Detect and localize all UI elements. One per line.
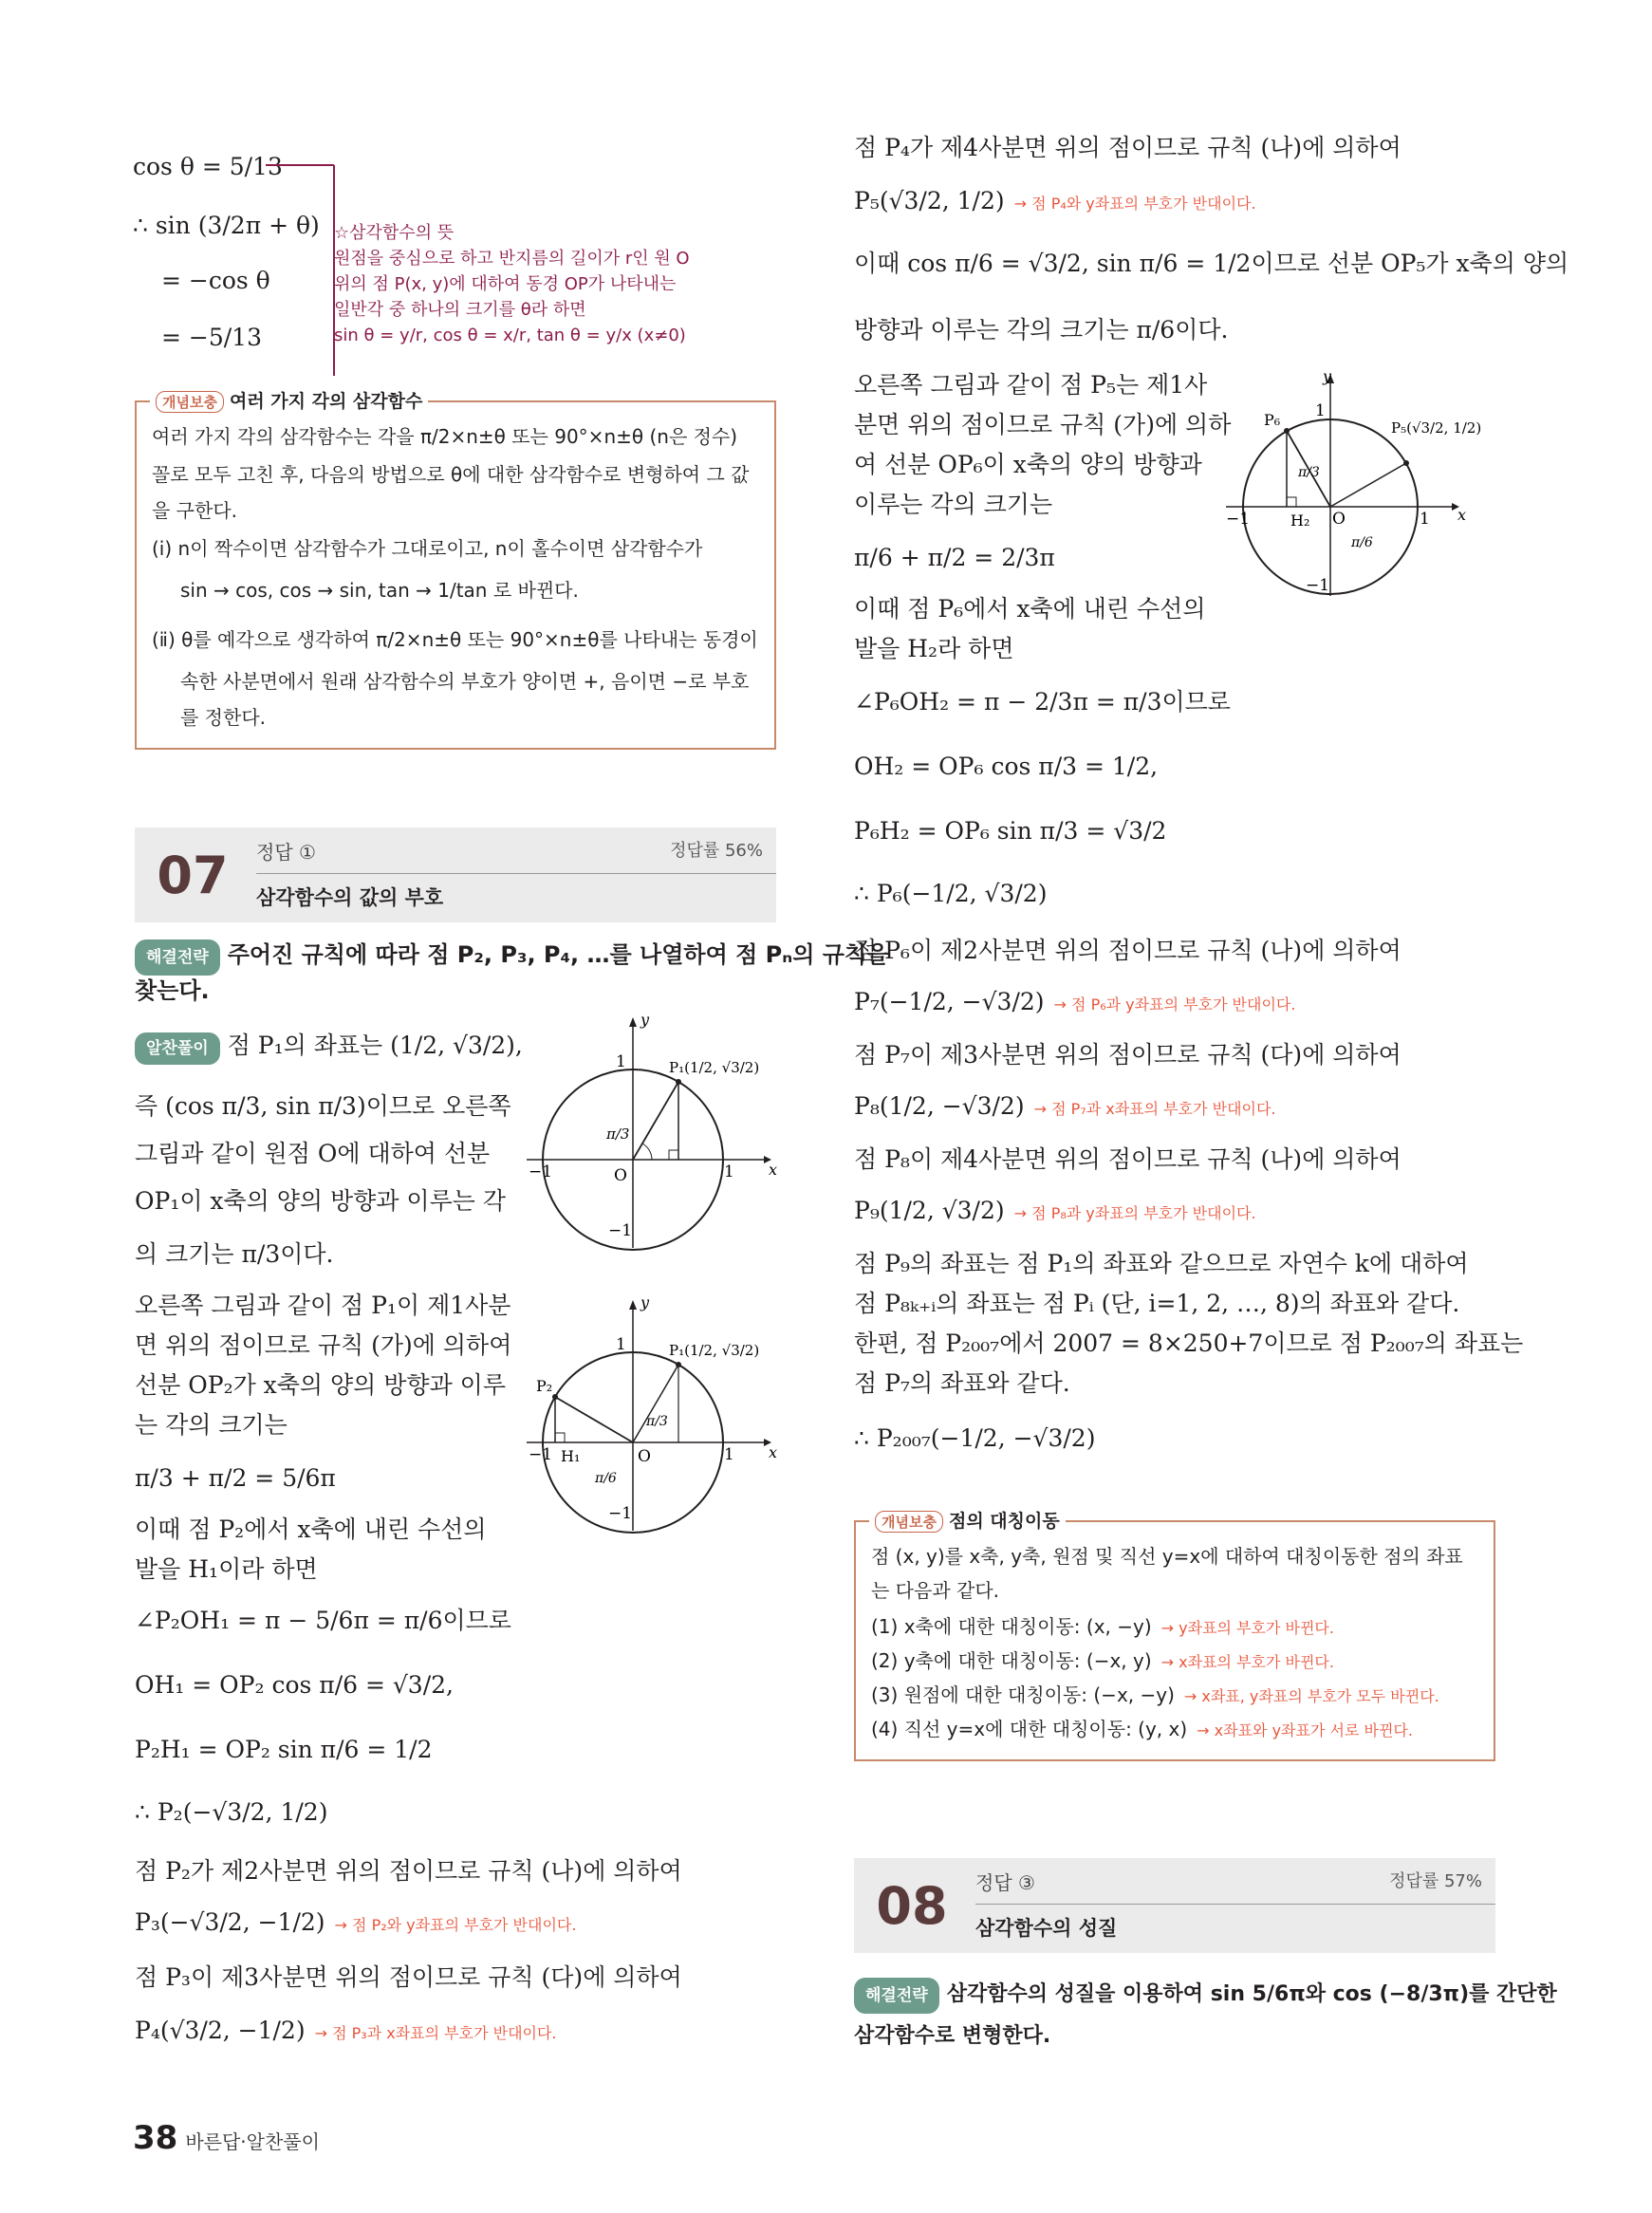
- concept-line: 는 다음과 같다.: [871, 1579, 999, 1602]
- p7-note: → 점 P₆과 y좌표의 부호가 반대이다.: [1053, 995, 1296, 1014]
- section-title: 삼각함수의 값의 부호: [256, 886, 444, 909]
- sol-line: 점 P₂가 제2사분면 위의 점이므로 규칙 (나)에 의하여: [135, 1857, 682, 1885]
- origin-label: O: [1332, 510, 1346, 529]
- sol-line: 한편, 점 P₂₀₀₇에서 2007 = 8×250+7이므로 점 P₂₀₀₇의 좌표는: [854, 1330, 1524, 1357]
- tick-label: 1: [1420, 510, 1430, 529]
- tick-label: 1: [616, 1052, 626, 1071]
- concept-line: (ⅰ) n이 짝수이면 삼각함수가 그대로이고, n이 홀수이면 삼각함수가: [152, 537, 703, 560]
- p7-rule: 점 P₇이 제3사분면 위의 점이므로 규칙 (다)에 의하여: [854, 1041, 1401, 1069]
- concept-line: [871, 1716, 1413, 1744]
- p8-line: [854, 1091, 1276, 1125]
- rule-note: → x좌표, y좌표의 부호가 모두 바뀐다.: [1183, 1687, 1439, 1705]
- angle-label: π/6: [595, 1471, 617, 1486]
- handnote-line: 원점을 중심으로 하고 반지름의 길이가 r인 원 O: [334, 249, 690, 269]
- axis-y-label: y: [640, 1015, 650, 1029]
- sol-line: π/6 + π/2 = 2/3π: [854, 544, 1055, 571]
- intro-step1: = −cos θ: [161, 267, 270, 294]
- section-number: 08: [876, 1875, 948, 1936]
- section-number: 07: [157, 845, 229, 905]
- concept-title: 점의 대칭이동: [948, 1511, 1060, 1532]
- tick-label: −1: [1306, 576, 1330, 595]
- concept-tag: 개념보충: [875, 1511, 943, 1533]
- rule-text: (4) 직선 y=x에 대한 대칭이동: (y, x): [871, 1718, 1188, 1740]
- tick-label: −1: [608, 1504, 633, 1523]
- tick-label: −1: [608, 1221, 633, 1240]
- sol-line: ∴ P₂(−√3/2, 1/2): [135, 1798, 328, 1826]
- handnote-line: sin θ = y/r, cos θ = x/r, tan θ = y/x (x≠0): [334, 325, 686, 345]
- concept-line: [871, 1613, 1334, 1642]
- handnote-line: 위의 점 P(x, y)에 대하여 동경 OP가 나타내는: [334, 274, 677, 294]
- concept-line: 을 구한다.: [152, 499, 237, 522]
- sol-line: 점 P₉의 좌표는 점 P₁의 좌표와 같으므로 자연수 k에 대하여: [854, 1250, 1469, 1277]
- sol-line: 의 크기는 π/3이다.: [135, 1240, 334, 1268]
- point-label: P₂: [536, 1377, 553, 1395]
- p5-note: → 점 P₄와 y좌표의 부호가 반대이다.: [1013, 195, 1256, 213]
- concept-line: sin → cos, cos → sin, tan → 1/tan 로 바뀐다.: [180, 579, 579, 602]
- sol-line: 여 선분 OP₆이 x축의 양의 방향과: [854, 451, 1202, 478]
- tick-label: −1: [529, 1445, 553, 1464]
- point-label: P₆: [1264, 411, 1281, 429]
- sol-line: OP₁이 x축의 양의 방향과 이루는 각: [135, 1187, 506, 1215]
- solution-badge: 알찬풀이: [135, 1032, 220, 1065]
- axis-x-label: x: [769, 1161, 778, 1179]
- axis-x-label: x: [1457, 506, 1467, 524]
- concept-box-header: [869, 1507, 1066, 1533]
- tick-label: −1: [1226, 510, 1251, 529]
- rule-note: → y좌표의 부호가 바뀐다.: [1160, 1619, 1334, 1637]
- sol-line: ∴ P₆(−1/2, √3/2): [854, 880, 1048, 907]
- sol-line: 방향과 이루는 각의 크기는 π/6이다.: [854, 316, 1229, 344]
- section-07-header: [135, 828, 776, 922]
- sol-line: 발을 H₁이라 하면: [135, 1555, 318, 1583]
- handnote: [334, 220, 690, 348]
- handnote-line: ☆삼각함수의 뜻: [334, 223, 455, 243]
- sol-line: 분면 위의 점이므로 규칙 (가)에 의하: [854, 411, 1232, 438]
- origin-label: O: [614, 1166, 627, 1185]
- tick-label: 1: [616, 1335, 626, 1354]
- rule-text: (2) y축에 대한 대칭이동: (−x, y): [871, 1649, 1152, 1672]
- strategy-07-cont: 찾는다.: [135, 977, 210, 1004]
- sol-line: 점 P₄가 제4사분면 위의 점이므로 규칙 (나)에 의하여: [854, 134, 1401, 161]
- sol-head-07: [135, 1031, 523, 1065]
- sol-line: 는 각의 크기는: [135, 1411, 288, 1439]
- point-label: P₅(√3/2, 1/2): [1391, 419, 1482, 437]
- sol-line: 이때 점 P₆에서 x축에 내린 수선의: [854, 595, 1206, 623]
- unit-circle-diagram-2: [527, 1298, 783, 1535]
- concept-title: 여러 가지 각의 삼각함수: [229, 391, 423, 412]
- sol-line: 즉 (cos π/3, sin π/3)이므로 오른쪽: [135, 1092, 511, 1120]
- unit-circle-diagram-3: [1224, 372, 1490, 600]
- tick-label: 1: [724, 1445, 734, 1464]
- sol-line: 점 P₈ₖ₊ᵢ의 좌표는 점 Pᵢ (단, i=1, 2, …, 8)의 좌표와 같다.: [854, 1290, 1460, 1317]
- axis-y-label: y: [640, 1298, 650, 1311]
- strategy-line: 주어진 규칙에 따라 점 P₂, P₃, P₄, …를 나열하여 점 Pₙ의 규칙을: [227, 941, 889, 968]
- p5-coord: P₅(√3/2, 1/2): [854, 187, 1005, 214]
- point-label: P₁(1/2, √3/2): [669, 1342, 760, 1359]
- foot-label: H₁: [561, 1447, 581, 1465]
- angle-label: π/3: [646, 1414, 668, 1429]
- rule-note: → x좌표와 y좌표가 서로 바뀐다.: [1197, 1721, 1413, 1739]
- p4-note: → 점 P₃과 x좌표의 부호가 반대이다.: [314, 2024, 557, 2042]
- section-answer: 정답 ①: [256, 841, 316, 864]
- concept-line: (ⅱ) θ를 예각으로 생각하여 π/2×n±θ 또는 90°×n±θ를 나타내는 동경이: [152, 628, 758, 651]
- concept-line: [871, 1682, 1439, 1710]
- section-divider: [975, 1904, 1495, 1905]
- sol-line: 점 P₇의 좌표와 같다.: [854, 1369, 1070, 1397]
- concept-line: 여러 가지 각의 삼각함수는 각을 π/2×n±θ 또는 90°×n±θ (n은 정수): [152, 425, 738, 448]
- sol-line: π/3 + π/2 = 5/6π: [135, 1464, 336, 1492]
- p3-rule: 점 P₃이 제3사분면 위의 점이므로 규칙 (다)에 의하여: [135, 1963, 682, 1991]
- origin-label: O: [638, 1447, 651, 1466]
- p3-note: → 점 P₂와 y좌표의 부호가 반대이다.: [334, 1916, 577, 1934]
- section-rate: 정답률 57%: [1389, 1871, 1482, 1891]
- p7-coord: P₇(−1/2, −√3/2): [854, 988, 1045, 1015]
- page-footer: [133, 2119, 320, 2157]
- sol-line: P₆H₂ = OP₆ sin π/3 = √3/2: [854, 817, 1167, 845]
- sol-line: 오른쪽 그림과 같이 점 P₁이 제1사분: [135, 1292, 511, 1319]
- p3-line: [135, 1907, 576, 1941]
- sol-line: P₂H₁ = OP₂ sin π/6 = 1/2: [135, 1736, 433, 1763]
- handnote-bracket: [256, 161, 342, 380]
- strategy-line: 삼각함수의 성질을 이용하여 sin 5/6π와 cos (−8/3π)를 간단한: [946, 1982, 1557, 2006]
- point-label: P₁(1/2, √3/2): [669, 1059, 760, 1076]
- p8-rule: 점 P₈이 제4사분면 위의 점이므로 규칙 (나)에 의하여: [854, 1145, 1401, 1173]
- sol-line: 발을 H₂라 하면: [854, 635, 1014, 662]
- p4-line: [135, 2016, 557, 2049]
- intro-sin: ∴ sin (3/2π + θ): [133, 212, 320, 239]
- tick-label: −1: [529, 1162, 553, 1181]
- rule-text: (1) x축에 대한 대칭이동: (x, −y): [871, 1615, 1152, 1638]
- axis-y-label: y: [1323, 372, 1332, 385]
- sol-line: 그림과 같이 원점 O에 대하여 선분: [135, 1140, 491, 1167]
- section-08-header: [854, 1858, 1495, 1953]
- sol-line: 오른쪽 그림과 같이 점 P₅는 제1사: [854, 371, 1208, 399]
- rule-note: → x좌표의 부호가 바뀐다.: [1160, 1653, 1334, 1671]
- unit-circle-diagram-1: [527, 1015, 783, 1253]
- concept-box-angles: [135, 391, 776, 750]
- p8-note: → 점 P₇과 x좌표의 부호가 반대이다.: [1033, 1100, 1276, 1118]
- sol-line: 이때 점 P₂에서 x축에 내린 수선의: [135, 1516, 487, 1543]
- sol-line: 선분 OP₂가 x축의 양의 방향과 이루: [135, 1371, 506, 1399]
- intro-step2: = −5/13: [161, 324, 262, 351]
- angle-label: π/6: [1351, 535, 1373, 550]
- section-title: 삼각함수의 성질: [975, 1917, 1118, 1940]
- sol-head-text: 점 P₁의 좌표는 (1/2, √3/2),: [227, 1032, 523, 1059]
- p5-line: [854, 186, 1256, 219]
- sol-line: ∴ P₂₀₀₇(−1/2, −√3/2): [854, 1424, 1096, 1452]
- axis-x-label: x: [769, 1443, 778, 1461]
- p9-coord: P₉(1/2, √3/2): [854, 1197, 1005, 1224]
- strategy-badge: 해결전략: [135, 939, 220, 976]
- section-divider: [256, 873, 776, 874]
- concept-line: 속한 사분면에서 원래 삼각함수의 부호가 양이면 +, 음이면 −로 부호: [180, 670, 750, 693]
- sol-line: OH₁ = OP₂ cos π/6 = √3/2,: [135, 1671, 454, 1699]
- sol-line: 점 P₆이 제2사분면 위의 점이므로 규칙 (나)에 의하여: [854, 937, 1401, 964]
- concept-box-header: [150, 387, 428, 413]
- sol-line: ∠P₂OH₁ = π − 5/6π = π/6이므로: [135, 1607, 511, 1634]
- tick-label: 1: [1315, 401, 1326, 420]
- concept-tag: 개념보충: [156, 391, 224, 413]
- concept-line: [871, 1647, 1334, 1676]
- p8-coord: P₈(1/2, −√3/2): [854, 1092, 1025, 1120]
- p4-coord: P₄(√3/2, −1/2): [135, 2017, 306, 2044]
- sol-line: 이때 cos π/6 = √3/2, sin π/6 = 1/2이므로 선분 OP₅가 x축의 양의: [854, 250, 1569, 277]
- p9-note: → 점 P₈과 y좌표의 부호가 반대이다.: [1013, 1204, 1256, 1222]
- angle-label: π/3: [1298, 465, 1320, 480]
- strategy-badge: 해결전략: [854, 1978, 939, 2014]
- strategy-08: [854, 1978, 1557, 2014]
- intro-cos: cos θ = 5/13: [133, 153, 283, 180]
- p3-coord: P₃(−√3/2, −1/2): [135, 1908, 325, 1936]
- sol-line: 이루는 각의 크기는: [854, 491, 1053, 518]
- strategy-08-cont: 삼각함수로 변형한다.: [854, 2024, 1051, 2048]
- concept-box-symmetry: [854, 1511, 1495, 1761]
- strategy-07: [135, 938, 888, 976]
- rule-text: (3) 원점에 대한 대칭이동: (−x, −y): [871, 1683, 1175, 1706]
- tick-label: 1: [724, 1162, 734, 1181]
- page-number: 38: [133, 2119, 178, 2157]
- foot-label: H₂: [1290, 511, 1310, 530]
- concept-line: 를 정한다.: [180, 706, 266, 729]
- sol-line: ∠P₆OH₂ = π − 2/3π = π/3이므로: [854, 688, 1231, 716]
- sol-line: 면 위의 점이므로 규칙 (가)에 의하여: [135, 1331, 512, 1359]
- section-rate: 정답률 56%: [670, 841, 763, 861]
- section-answer: 정답 ③: [975, 1871, 1035, 1894]
- sol-line: OH₂ = OP₆ cos π/3 = 1/2,: [854, 753, 1159, 780]
- concept-line: 점 (x, y)를 x축, y축, 원점 및 직선 y=x에 대하여 대칭이동한 점의 좌표: [871, 1545, 1463, 1568]
- footer-label: 바른답·알찬풀이: [185, 2130, 320, 2153]
- p7-line: [854, 987, 1295, 1020]
- concept-line: 꼴로 모두 고친 후, 다음의 방법으로 θ에 대한 삼각함수로 변형하여 그 값: [152, 463, 750, 486]
- p9-line: [854, 1196, 1256, 1229]
- angle-label: π/3: [606, 1125, 630, 1143]
- handnote-line: 일반각 중 하나의 크기를 θ라 하면: [334, 300, 586, 320]
